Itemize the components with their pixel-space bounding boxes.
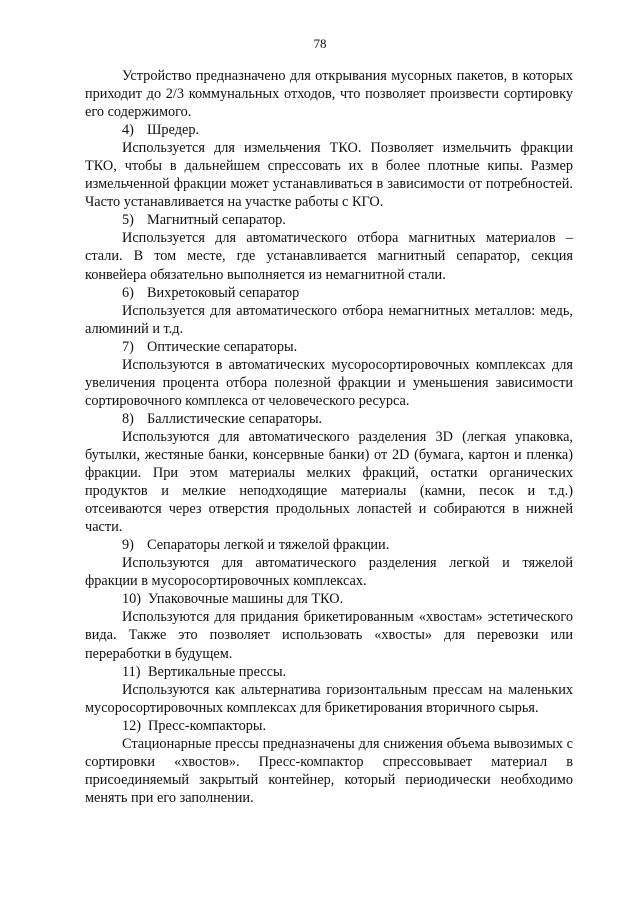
list-number: 4) [122, 122, 134, 139]
paragraph-ballistic-separators: Используются для автоматического разделения 3D (легкая упаковка, бутылки, жестяные банки, консервные банки) от 2D (бумага, картон и пленка) фракции. При этом материалы мелких фракций, остатки органических продуктов и мелкие неподходящие материалы (камни, песок и т.д.) отсеиваются через отверстия продольных лопастей и собираются в нижней части. [85, 428, 573, 536]
list-number: 9) [122, 537, 134, 554]
list-number: 10) [122, 591, 142, 608]
list-item-vertical-presses [85, 663, 573, 681]
list-item-title: Сепараторы легкой и тяжелой фракции. [147, 537, 390, 554]
list-item-title: Шредер. [147, 122, 200, 139]
list-number: 6) [122, 284, 134, 301]
list-item-press-compactors [85, 717, 573, 735]
paragraph-eddy-current-separator: Используется для автоматического отбора немагнитных металлов: медь, алюминий и т.д. [85, 302, 573, 337]
list-item-title: Оптические сепараторы. [147, 338, 298, 355]
list-item-optical-separators [85, 338, 573, 356]
paragraph-press-compactors: Стационарные прессы предназначены для снижения объема вывозимых с сортировки «хвостов». Пресс-компактор спрессовывает материал в присоединяемый закрытый контейнер, который периодически необходимо менять при его заполнении. [85, 735, 573, 806]
paragraph-shredder: Используется для измельчения ТКО. Позволяет измельчить фракции ТКО, чтобы в дальнейшем спрессовать их в более плотные кипы. Размер измельченной фракции может устанавливаться в зависимости от потребностей. Часто устанавливается на участке работы с КГО. [85, 140, 573, 211]
list-item-title: Пресс-компакторы. [148, 717, 267, 734]
paragraph-optical-separators: Используются в автоматических мусоросортировочных комплексах для увеличения процента отбора полезной фракции и уменьшения зависимости сортировочного комплекса от человеческого ресурса. [85, 356, 573, 409]
list-item-title: Баллистические сепараторы. [147, 410, 323, 427]
paragraph-vertical-presses: Используются как альтернатива горизонтальным прессам на маленьких мусоросортировочных комплексах для брикетирования вторичного сырья. [85, 681, 573, 716]
list-number: 12) [122, 717, 142, 734]
list-item-packaging-machines [85, 590, 573, 608]
list-item-title: Вертикальные прессы. [148, 663, 287, 680]
list-number: 8) [122, 410, 134, 427]
list-item-eddy-current-separator [85, 284, 573, 302]
list-item-light-heavy-separators [85, 536, 573, 554]
list-number: 5) [122, 212, 134, 229]
page-number: 78 [313, 36, 327, 51]
list-item-title: Вихретоковый сепаратор [147, 284, 300, 301]
paragraph-packaging-machines: Используются для придания брикетированным «хвостам» эстетического вида. Также это позволяет использовать «хвосты» для перевозки или переработки в будущем. [85, 609, 573, 662]
list-item-title: Упаковочные машины для ТКО. [148, 591, 344, 608]
list-item-ballistic-separators [85, 410, 573, 428]
list-item-title: Магнитный сепаратор. [147, 212, 286, 229]
list-number: 7) [122, 338, 134, 355]
paragraph-magnetic-separator: Используется для автоматического отбора магнитных материалов – стали. В том месте, где устанавливается магнитный сепаратор, секция конвейера обязательно выполняется из немагнитной стали. [85, 230, 573, 283]
paragraph-bag-opener: Устройство предназначено для открывания мусорных пакетов, в которых приходит до 2/3 коммунальных отходов, что позволяет произвести сортировку его содержимого. [85, 68, 573, 121]
list-item-magnetic-separator [85, 211, 573, 229]
list-number: 11) [122, 663, 141, 680]
paragraph-light-heavy-separators: Используются для автоматического разделения легкой и тяжелой фракции в мусоросортировочных комплексах. [85, 555, 573, 590]
list-item-shredder [85, 121, 573, 139]
document-body [85, 67, 573, 807]
